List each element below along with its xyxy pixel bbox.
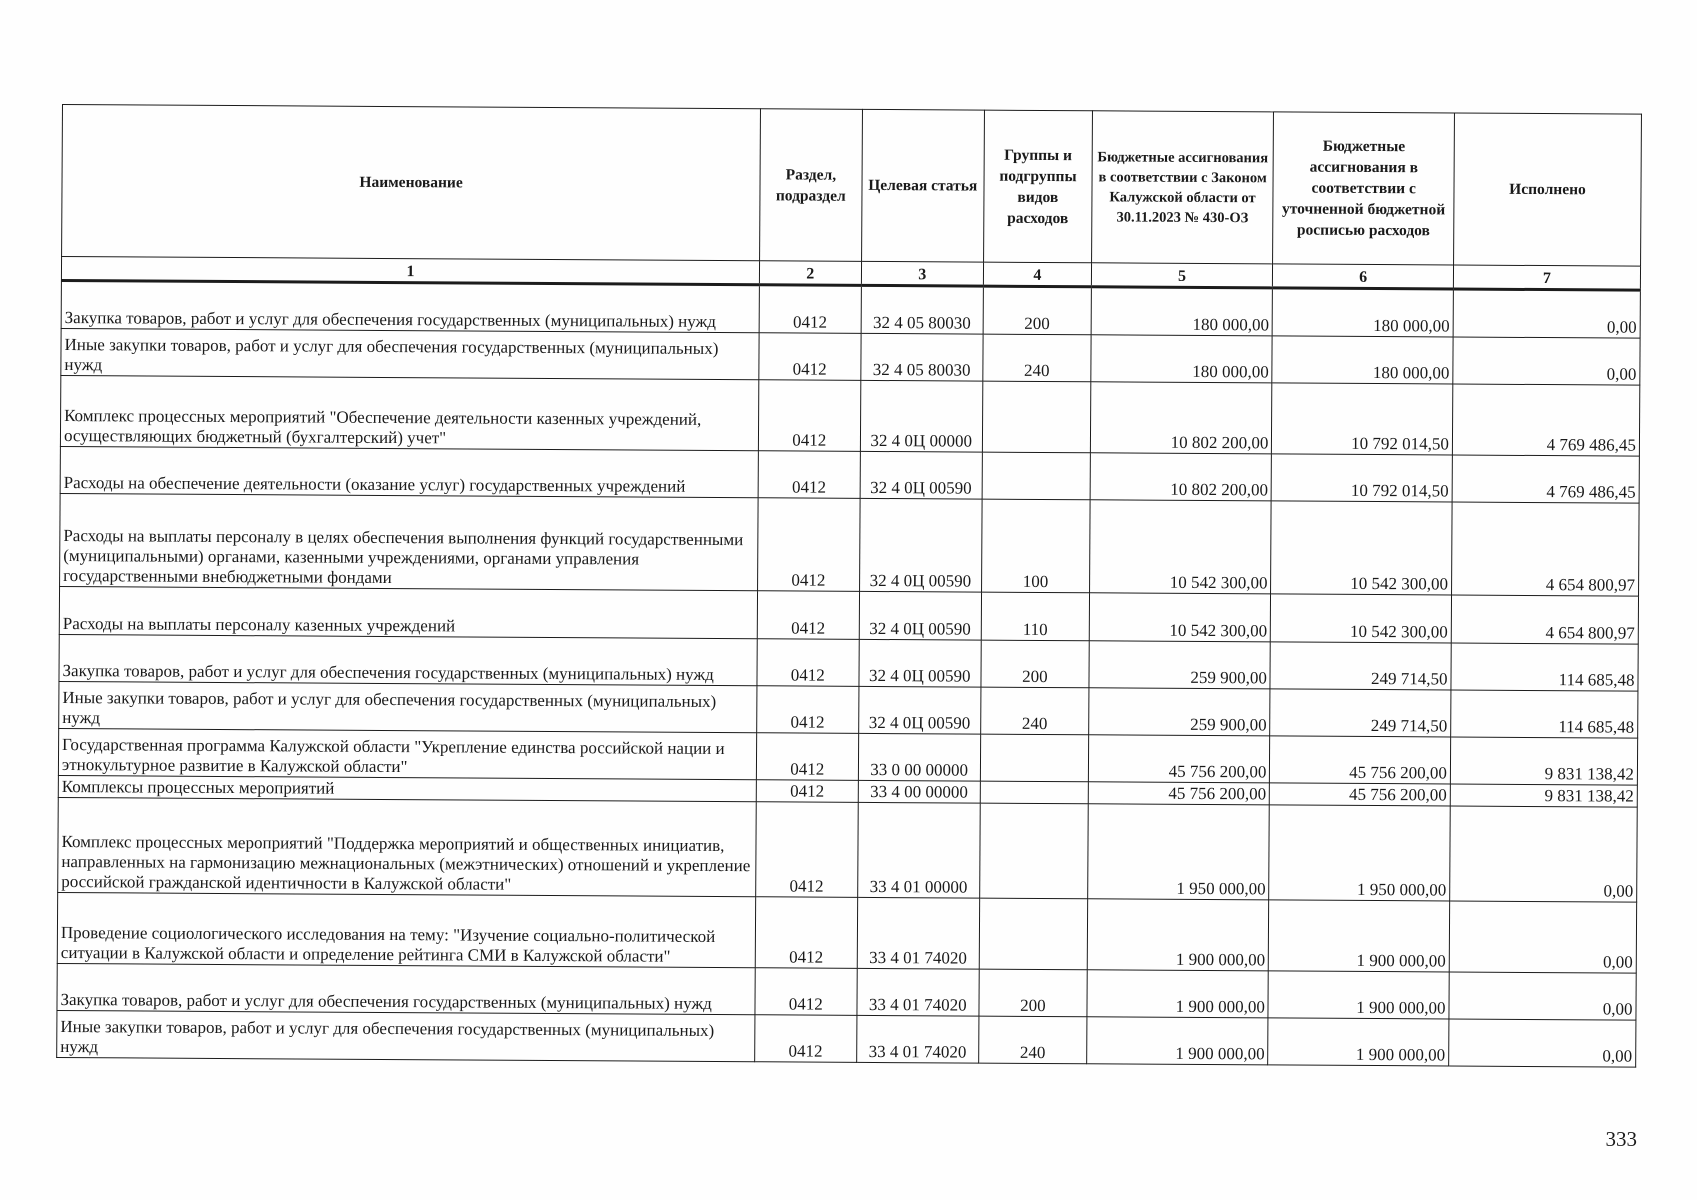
row-section: 0412	[759, 333, 861, 381]
column-number: 7	[1453, 265, 1640, 290]
row-name: Расходы на обеспечение деятельности (оказание услуг) государственных учреждений	[60, 446, 758, 497]
row-refined: 45 756 200,00	[1270, 736, 1451, 784]
row-executed: 4 654 800,97	[1451, 595, 1638, 644]
header-executed: Исполнено	[1454, 113, 1642, 266]
row-name: Иные закупки товаров, работ и услуг для обеспечения государственных (муниципальных) нужд	[61, 328, 759, 379]
row-executed: 4 769 486,45	[1452, 455, 1639, 503]
row-law: 10 802 200,00	[1090, 382, 1272, 454]
row-executed: 4 654 800,97	[1452, 502, 1640, 596]
row-group: 240	[983, 334, 1091, 382]
row-executed: 4 769 486,45	[1452, 384, 1639, 456]
row-law: 1 900 000,00	[1086, 1017, 1268, 1065]
row-group: 200	[981, 640, 1089, 688]
row-refined: 1 950 000,00	[1269, 805, 1450, 901]
row-executed: 9 831 138,42	[1450, 737, 1637, 785]
row-law: 10 802 200,00	[1090, 453, 1272, 501]
row-law: 10 542 300,00	[1089, 500, 1271, 594]
row-refined: 45 756 200,00	[1270, 783, 1451, 806]
row-refined: 249 714,50	[1270, 642, 1451, 690]
row-group: 200	[983, 286, 1091, 335]
row-code: 33 4 01 74020	[857, 897, 980, 969]
header-law: Бюджетные ассигнования в соответствии с Законом Калужской области от 30.11.2023 № 430-ОЗ	[1091, 111, 1274, 264]
row-refined: 10 542 300,00	[1271, 501, 1452, 595]
row-code: 33 4 01 74020	[856, 1015, 979, 1063]
table-row	[60, 375, 1639, 456]
row-section: 0412	[758, 451, 860, 499]
row-group: 100	[982, 499, 1090, 593]
row-code: 32 4 0Ц 00590	[859, 591, 982, 640]
row-group	[982, 452, 1090, 500]
row-section: 0412	[759, 285, 861, 334]
column-number: 5	[1091, 263, 1273, 288]
row-law: 180 000,00	[1091, 335, 1273, 383]
row-refined: 10 792 014,50	[1272, 454, 1453, 502]
row-law: 259 900,00	[1089, 641, 1271, 689]
row-executed: 114 685,48	[1451, 690, 1638, 738]
row-code: 32 4 0Ц 00590	[858, 686, 981, 734]
row-law: 1 900 000,00	[1087, 899, 1269, 971]
row-executed: 0,00	[1453, 337, 1640, 385]
row-group	[979, 898, 1087, 970]
row-name: Государственная программа Калужской области "Укрепление единства российской нации и этнокультурное развитие в Калужской области"	[58, 728, 756, 779]
row-group	[982, 381, 1090, 453]
row-executed: 9 831 138,42	[1450, 784, 1637, 807]
row-law: 45 756 200,00	[1088, 735, 1270, 783]
column-number: 4	[983, 262, 1091, 287]
column-number: 1	[61, 257, 759, 285]
row-law: 1 950 000,00	[1087, 804, 1269, 900]
column-number: 3	[861, 261, 984, 286]
row-group	[980, 803, 1088, 899]
row-code: 32 4 0Ц 00590	[860, 451, 983, 499]
row-executed: 0,00	[1450, 806, 1638, 902]
row-code: 32 4 0Ц 00590	[859, 498, 982, 592]
row-section: 0412	[758, 498, 860, 592]
row-name: Комплекс процессных мероприятий "Обеспечение деятельности казенных учреждений, осуществляющих бюджетный (бухгалтерский) учет"	[60, 375, 759, 450]
table-row	[60, 493, 1640, 596]
row-code: 32 4 05 80030	[860, 333, 983, 381]
row-name: Расходы на выплаты персоналу казенных учреждений	[59, 586, 757, 638]
row-group	[980, 781, 1088, 804]
row-refined: 249 714,50	[1270, 689, 1451, 737]
row-section: 0412	[759, 380, 861, 452]
row-name: Иные закупки товаров, работ и услуг для обеспечения государственных (муниципальных) нужд	[57, 1010, 755, 1061]
row-section: 0412	[756, 780, 858, 803]
row-section: 0412	[757, 639, 859, 687]
row-group: 240	[981, 687, 1089, 735]
row-name: Закупка товаров, работ и услуг для обеспечения государственных (муниципальных) нужд	[61, 280, 759, 332]
row-law: 180 000,00	[1091, 287, 1273, 336]
row-section: 0412	[755, 1015, 857, 1063]
row-section: 0412	[755, 968, 857, 1016]
budget-table	[56, 104, 1642, 1068]
header-target: Целевая статья	[861, 109, 984, 262]
row-code: 32 4 05 80030	[861, 285, 984, 334]
row-group	[980, 734, 1088, 782]
header-refined: Бюджетные ассигнования в соответствии с уточненной бюджетной росписью расходов	[1273, 112, 1455, 265]
row-code: 33 0 00 00000	[858, 733, 981, 781]
row-executed: 0,00	[1453, 289, 1640, 338]
row-refined: 10 542 300,00	[1271, 594, 1452, 643]
row-name: Закупка товаров, работ и услуг для обеспечения государственных (муниципальных) нужд	[57, 963, 755, 1014]
header-name: Наименование	[62, 105, 761, 261]
row-law: 259 900,00	[1088, 688, 1270, 736]
row-law: 45 756 200,00	[1088, 782, 1270, 805]
row-section: 0412	[757, 591, 859, 640]
column-number: 6	[1273, 264, 1454, 289]
row-refined: 1 900 000,00	[1268, 1018, 1449, 1066]
row-name: Комплексы процессных мероприятий	[58, 775, 756, 801]
row-code: 33 4 01 74020	[856, 968, 979, 1016]
table-row	[57, 892, 1636, 973]
row-group: 200	[979, 969, 1087, 1017]
header-section: Раздел, подраздел	[760, 109, 862, 262]
row-executed: 0,00	[1449, 1019, 1636, 1067]
row-name: Иные закупки товаров, работ и услуг для обеспечения государственных (муниципальных) нужд	[59, 681, 757, 732]
table-header-row	[62, 105, 1642, 267]
row-group: 240	[979, 1016, 1087, 1064]
row-executed: 0,00	[1449, 901, 1636, 973]
row-name: Расходы на выплаты персоналу в целях обеспечения выполнения функций государственными (муниципальными) органами, казенными учреждениями, органами управления государственными внебюджетными фондами	[60, 493, 759, 590]
row-name: Комплекс процессных мероприятий "Поддержка мероприятий и общественных инициатив, направленных на гармонизацию межнациональных (межэтнических) отношений и укрепление российской гражданской идентичности в Калужской области"	[58, 797, 757, 896]
row-law: 10 542 300,00	[1089, 593, 1271, 642]
table-row	[57, 1010, 1636, 1067]
row-code: 32 4 0Ц 00590	[858, 639, 981, 687]
row-name: Закупка товаров, работ и услуг для обеспечения государственных (муниципальных) нужд	[59, 634, 757, 685]
row-refined: 10 792 014,50	[1272, 383, 1453, 455]
row-name: Проведение социологического исследования на тему: "Изучение социально-политической ситуации в Калужской области и определение рейтинга СМИ в Калужской области"	[57, 892, 756, 967]
row-executed: 0,00	[1449, 972, 1636, 1020]
row-code: 32 4 0Ц 00000	[860, 380, 983, 452]
row-section: 0412	[757, 686, 859, 734]
row-section: 0412	[755, 897, 857, 969]
row-group: 110	[981, 592, 1089, 641]
header-groups: Группы и подгруппы видов расходов	[984, 110, 1093, 263]
row-code: 33 4 01 00000	[857, 802, 980, 898]
row-law: 1 900 000,00	[1087, 970, 1269, 1018]
row-code: 33 4 00 00000	[858, 780, 981, 803]
row-refined: 1 900 000,00	[1268, 971, 1449, 1019]
page-number: 333	[1605, 1127, 1637, 1151]
row-section: 0412	[757, 733, 859, 781]
table-row	[58, 797, 1638, 902]
row-section: 0412	[756, 802, 858, 898]
row-refined: 180 000,00	[1272, 336, 1453, 384]
row-refined: 180 000,00	[1273, 288, 1454, 337]
row-refined: 1 900 000,00	[1269, 900, 1450, 972]
column-number: 2	[760, 261, 862, 286]
row-executed: 114 685,48	[1451, 643, 1638, 691]
